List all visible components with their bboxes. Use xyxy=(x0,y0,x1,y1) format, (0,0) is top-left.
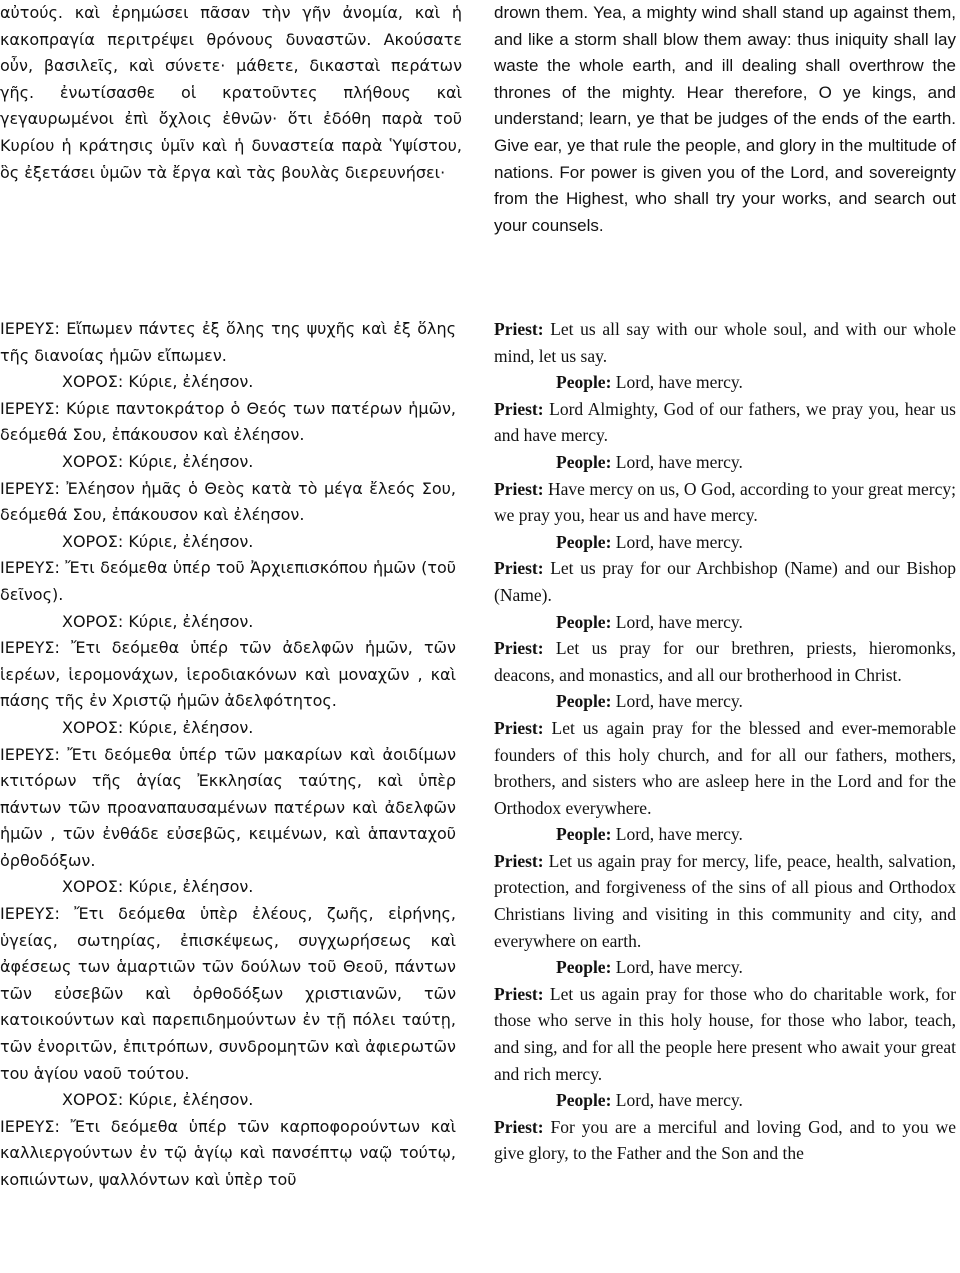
english-people-response xyxy=(494,821,956,848)
english-people-response xyxy=(494,609,956,636)
priest-label: ΙΕΡΕΥΣ: xyxy=(0,904,60,924)
petition-text: For you are a merciful and loving God, and to you we give glory, to the Father and the Son and the xyxy=(494,1116,956,1164)
people-label: People: xyxy=(556,824,612,845)
priest-label: Priest: xyxy=(494,1116,544,1137)
greek-choir-response xyxy=(0,609,456,636)
greek-priest-petition xyxy=(0,901,456,1087)
response-text: Κύριε, ἐλέησον. xyxy=(123,531,254,551)
response-text: Lord, have mercy. xyxy=(611,1090,743,1111)
english-priest-petition xyxy=(494,396,956,449)
greek-priest-petition xyxy=(0,396,456,449)
response-text: Lord, have mercy. xyxy=(611,691,743,712)
people-label: People: xyxy=(556,691,612,712)
response-text: Lord, have mercy. xyxy=(611,451,743,472)
greek-choir-response xyxy=(0,529,456,556)
greek-choir-response xyxy=(0,369,456,396)
people-label: People: xyxy=(556,957,612,978)
petition-text: Lord Almighty, God of our fathers, we pray you, hear us and have mercy. xyxy=(494,398,956,446)
response-text: Lord, have mercy. xyxy=(611,611,743,632)
priest-label: ΙΕΡΕΥΣ: xyxy=(0,1116,60,1136)
english-priest-petition xyxy=(494,476,956,529)
priest-label: Priest: xyxy=(494,398,544,419)
greek-priest-petition xyxy=(0,555,456,608)
petition-text: Let us again pray for the blessed and ever-memorable founders of this holy church, and for all our fathers, mothers, brothers, and sisters who are asleep here in the Lord and for the Orthodox everywhere. xyxy=(494,717,956,818)
choir-label: ΧΟΡΟΣ: xyxy=(62,531,124,551)
english-people-response xyxy=(494,449,956,476)
petition-text: Ἔτι δεόμεθα ὑπέρ τῶν καρποφορούντων καὶ καλλιεργούντων ἐν τῷ ἁγίῳ καὶ πανσέπτῳ ναῷ τούτῳ, κοπιώντων, ψαλλόντων καὶ ὑπὲρ τοῦ xyxy=(0,1116,456,1189)
response-text: Κύριε, ἐλέησον. xyxy=(123,877,254,897)
petition-text: Let us all say with our whole soul, and with our whole mind, let us say. xyxy=(494,319,956,366)
priest-label: Priest: xyxy=(494,983,544,1004)
greek-reading-text: αὐτούς. καὶ ἐρημώσει πᾶσαν τὴν γῆν ἀνομία, καὶ ἡ κακοπραγία περιτρέψει θρόνους δυναστῶν. Ακούσατε οὖν, βασιλεῖς, καὶ σύνετε· μάθετε, δικασταὶ περάτων γῆς. ἐνωτίσασθε οἱ κρατοῦντες πλήθους καὶ γεγαυρωμένοι ἐπὶ ὄχλοις ἐθνῶν· ὅτι ἐδόθη παρὰ τοῦ Κυρίου ἡ κράτησις ὑμῖν καὶ ἡ δυναστεία παρὰ Ὑψίστου, ὃς ἐξετάσει ὑμῶν τὰ ἔργα καὶ τὰς βουλὰς διερευνήσει· xyxy=(0,3,462,182)
response-text: Κύριε, ἐλέησον. xyxy=(123,372,254,392)
choir-label: ΧΟΡΟΣ: xyxy=(62,611,124,631)
english-priest-petition xyxy=(494,316,956,369)
english-people-response xyxy=(494,954,956,981)
choir-label: ΧΟΡΟΣ: xyxy=(62,1090,124,1110)
greek-priest-petition xyxy=(0,476,456,529)
response-text: Κύριε, ἐλέησον. xyxy=(123,451,254,471)
priest-label: Priest: xyxy=(494,717,544,738)
priest-label: Priest: xyxy=(494,850,544,871)
choir-label: ΧΟΡΟΣ: xyxy=(62,877,124,897)
english-people-response xyxy=(494,688,956,715)
priest-label: ΙΕΡΕΥΣ: xyxy=(0,398,60,418)
petition-text: Εἴπωμεν πάντες ἐξ ὅλης της ψυχῆς καὶ ἐξ ὅλης τῆς διανοίας ἡμῶν εἴπωμεν. xyxy=(0,319,456,365)
response-text: Κύριε, ἐλέησον. xyxy=(123,611,254,631)
greek-litany-column xyxy=(0,316,456,1194)
priest-label: ΙΕΡΕΥΣ: xyxy=(0,319,60,338)
petition-text: Let us pray for our Archbishop (Name) and our Bishop (Name). xyxy=(494,558,956,605)
greek-priest-petition xyxy=(0,742,456,875)
choir-label: ΧΟΡΟΣ: xyxy=(62,372,124,392)
english-priest-petition xyxy=(494,635,956,688)
response-text: Lord, have mercy. xyxy=(611,824,743,845)
petition-text: Let us again pray for those who do charitable work, for those who serve in this holy house, for those who labor, teach, and sing, and for all the people here present who await your great and rich mercy. xyxy=(494,983,956,1084)
greek-choir-response xyxy=(0,449,456,476)
people-label: People: xyxy=(556,531,612,552)
english-priest-petition xyxy=(494,1114,956,1167)
response-text: Lord, have mercy. xyxy=(611,531,743,552)
priest-label: ΙΕΡΕΥΣ: xyxy=(0,558,60,578)
petition-text: Ἐλέησον ἡμᾶς ὁ Θεὸς κατὰ τὸ μέγα ἔλεός Σου, δεόμεθά Σου, ἐπάκουσον καὶ ἐλέησον. xyxy=(0,478,456,525)
priest-label: Priest: xyxy=(494,638,544,659)
greek-choir-response xyxy=(0,874,456,901)
choir-label: ΧΟΡΟΣ: xyxy=(62,717,124,737)
response-text: Κύριε, ἐλέησον. xyxy=(123,1090,254,1110)
petition-text: Ἔτι δεόμεθα ὑπέρ τῶν ἀδελφῶν ἡμῶν, τῶν ἱερέων, ἱερομονάχων, ἱεροδιακόνων καὶ μοναχῶν , καὶ πάσης τῆς ἐν Χριστῷ ἡμῶν ἀδελφότητος. xyxy=(0,638,456,711)
greek-choir-response xyxy=(0,715,456,742)
petition-text: Ἔτι δεόμεθα ὑπέρ τοῦ Ἀρχιεπισκόπου ἡμῶν (τοῦ δεῖνος). xyxy=(0,558,456,604)
greek-priest-petition xyxy=(0,1114,456,1194)
petition-text: Ἔτι δεόμεθα ὑπὲρ ἐλέους, ζωῆς, εἰρήνης, ὑγείας, σωτηρίας, ἐπισκέψεως, συγχωρήσεως καὶ ἀφέσεως των ἁμαρτιῶν τῶν δούλων τοῦ Θεοῦ, πάντων τῶν εὐσεβῶν καὶ ὀρθοδόξων χριστιανῶν, τῶν κατοικούντων καὶ παρεπιδημούντων ἐν τῇ πόλει ταύτῃ, τῶν ἐνοριτῶν, ἐπιτρόπων, συνδρομητῶν καὶ ἀφιερωτῶν του ἁγίου ναοῦ τούτου. xyxy=(0,904,456,1083)
petition-text: Ἔτι δεόμεθα ὑπέρ τῶν μακαρίων καὶ ἀοιδίμων κτιτόρων τῆς ἁγίας Ἐκκλησίας ταύτης, καὶ ὑπὲρ πάντων τῶν προαναπαυσαμένων πατέρων καὶ ἀδελφῶν ἡμῶν , τῶν ἐνθάδε εὐσεβῶς, κειμένων, καὶ ἁπανταχοῦ ὀρθοδόξων. xyxy=(0,744,456,870)
greek-priest-petition xyxy=(0,316,456,369)
english-litany-column xyxy=(494,316,956,1167)
english-people-response xyxy=(494,369,956,396)
priest-label: Priest: xyxy=(494,319,544,339)
response-text: Lord, have mercy. xyxy=(611,372,743,393)
petition-text: Κύριε παντοκράτορ ὁ Θεός των πατέρων ἡμῶν, δεόμεθά Σου, ἐπάκουσον καὶ ἐλέησον. xyxy=(0,398,456,445)
priest-label: Priest: xyxy=(494,478,544,499)
english-people-response xyxy=(494,1087,956,1114)
english-reading-text: drown them. Yea, a mighty wind shall stand up against them, and like a storm shall blow them away: thus iniquity shall lay waste the whole earth, and ill dealing shall overthrow the thrones of the mighty. Hear therefore, O ye kings, and understand; learn, ye that be judges of the ends of the earth. Give ear, ye that rule the people, and glory in the multitude of nations. For power is given you of the Lord, and sovereignty from the Highest, who shall try your works, and search out your counsels. xyxy=(494,3,956,235)
response-text: Lord, have mercy. xyxy=(611,957,743,978)
greek-priest-petition xyxy=(0,635,456,715)
petition-text: Have mercy on us, O God, according to your great mercy; we pray you, hear us and have mercy. xyxy=(494,478,956,526)
people-label: People: xyxy=(556,611,612,632)
english-priest-petition xyxy=(494,981,956,1087)
english-priest-petition xyxy=(494,715,956,821)
people-label: People: xyxy=(556,372,612,393)
priest-label: ΙΕΡΕΥΣ: xyxy=(0,744,60,764)
priest-label: ΙΕΡΕΥΣ: xyxy=(0,638,60,658)
greek-reading-column xyxy=(0,0,462,186)
people-label: People: xyxy=(556,1090,612,1111)
english-people-response xyxy=(494,529,956,556)
english-priest-petition xyxy=(494,848,956,954)
english-priest-petition xyxy=(494,555,956,608)
people-label: People: xyxy=(556,451,612,472)
priest-label: ΙΕΡΕΥΣ: xyxy=(0,478,60,498)
response-text: Κύριε, ἐλέησον. xyxy=(123,717,254,737)
petition-text: Let us pray for our brethren, priests, hieromonks, deacons, and monastics, and all our brotherhood in Christ. xyxy=(494,638,956,685)
english-reading-column xyxy=(494,0,956,239)
choir-label: ΧΟΡΟΣ: xyxy=(62,451,124,471)
greek-choir-response xyxy=(0,1087,456,1114)
petition-text: Let us again pray for mercy, life, peace, health, salvation, protection, and forgiveness of the sins of all pious and Orthodox Christians living and visiting in this community and city, and everywhere on earth. xyxy=(494,850,956,951)
priest-label: Priest: xyxy=(494,558,544,579)
